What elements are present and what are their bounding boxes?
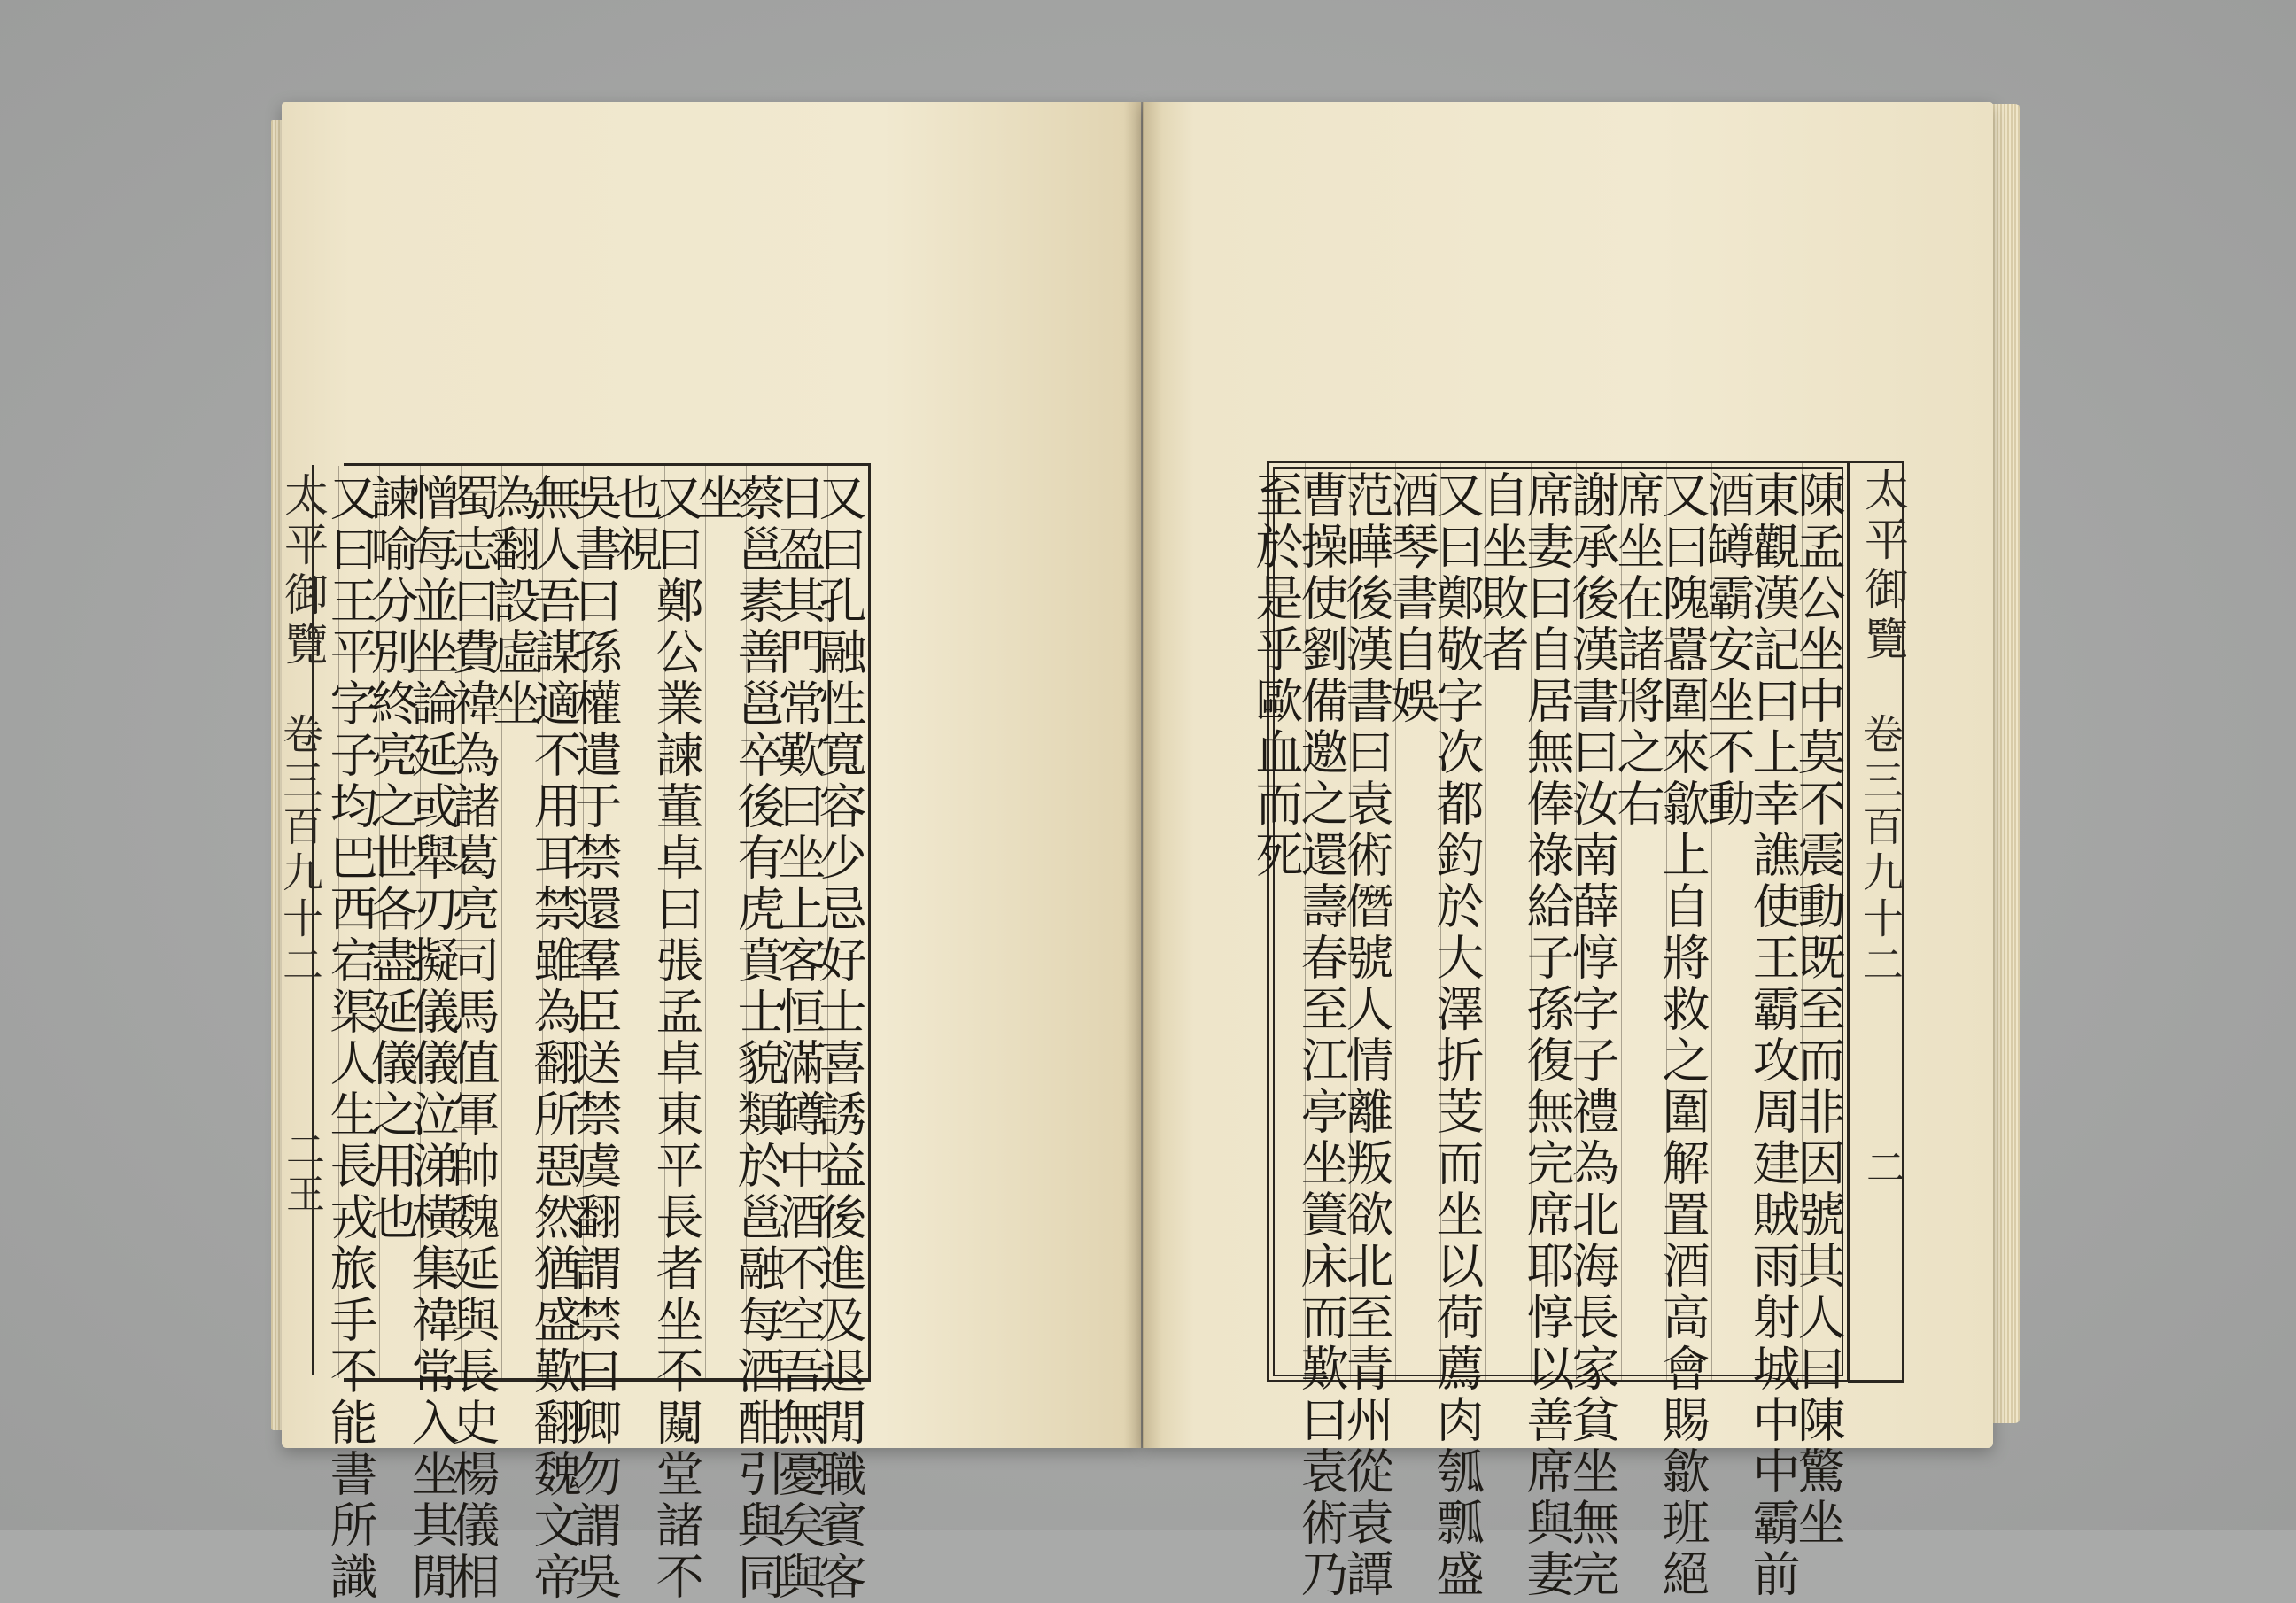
text-column: 范曄後漢書曰袁術僭號人情離叛欲北至青州從袁譚 bbox=[1350, 463, 1395, 1380]
text-column: 諫喻分別終亮之世各盡延儀之用也 bbox=[379, 466, 420, 1378]
text-column: 東觀漢記曰上幸譙使王霸攻周建賊雨射城中中霸前 bbox=[1757, 463, 1802, 1380]
right-text-columns bbox=[1248, 463, 1847, 1600]
right-margin-folio: 二 bbox=[1859, 1147, 1904, 1191]
text-column: 至於是乎歐血而死 bbox=[1260, 463, 1305, 1380]
text-column: 酒琴書自娛 bbox=[1395, 463, 1440, 1380]
text-column: 酒罇霸安坐不動 bbox=[1711, 463, 1757, 1380]
text-column: 席妻曰自居無俸祿給子孫復無完席耶惇以善席與妻 bbox=[1531, 463, 1576, 1380]
text-column: 又曰鄭敬字次都釣於大澤折芰而坐以荷薦肉瓠瓢盛 bbox=[1440, 463, 1485, 1380]
open-book bbox=[276, 84, 2018, 1603]
text-column: 曹操使劉備邀之還壽春至江亭坐簀床而歎曰袁術乃 bbox=[1305, 463, 1350, 1380]
text-column: 又曰王平字子均巴西宕渠人生長戎旅手不能書所識 bbox=[338, 466, 379, 1378]
text-column: 又曰隗囂圍來歙上自將救之圍解置酒高會賜歙班絕 bbox=[1666, 463, 1711, 1380]
text-column: 蔡邕素善邕卒後有虎賁士貌類於邕融每酒酣引與同 bbox=[746, 466, 787, 1378]
left-text-columns bbox=[322, 466, 868, 1603]
right-text-frame bbox=[1248, 461, 1850, 1600]
text-column: 又曰鄭公業諫董卓曰張孟卓東平長者坐不闚堂諸不 bbox=[664, 466, 705, 1378]
right-page bbox=[1143, 102, 1993, 1600]
text-column: 席坐在諸將之右 bbox=[1621, 463, 1666, 1380]
right-margin-title: 太平御覽 bbox=[1858, 467, 1909, 665]
left-text-frame bbox=[322, 463, 871, 1603]
left-margin-volume: 卷三百九十二 bbox=[276, 713, 324, 989]
page-stack-right bbox=[1990, 104, 2020, 1423]
text-column: 無人吾謀適不用耳禁雖為翻所惡然猶盛歎翻魏文帝 bbox=[542, 466, 583, 1378]
left-page bbox=[276, 102, 1141, 1603]
text-column: 又曰孔融性寬容少忌好士喜誘益後進及退閒職賓客 bbox=[827, 466, 868, 1378]
text-column: 憎每並坐論延或舉刃擬儀儀泣涕橫集禕常入坐其閒 bbox=[420, 466, 461, 1378]
text-column: 陳孟公坐中莫不震動既至而非因號其人曰陳驚坐 bbox=[1802, 463, 1847, 1380]
text-column: 謝承後漢書曰汝南薛惇字子禮為北海長家貧坐無完 bbox=[1576, 463, 1621, 1380]
text-column: 蜀志曰費禕為諸葛亮司馬值軍帥魏延與長史楊儀相 bbox=[461, 466, 501, 1378]
text-column: 日盈其門常歎曰坐上客恒滿罇中酒不空吾無憂矣與 bbox=[787, 466, 827, 1378]
left-margin-title: 太平御覽 bbox=[277, 472, 329, 670]
text-column: 為翻設虛坐 bbox=[501, 466, 542, 1378]
text-column: 坐 bbox=[705, 466, 746, 1378]
text-column: 吳書曰孫權遣于禁還羣臣送禁虞翻謂禁曰卿勿謂吳 bbox=[583, 466, 624, 1378]
right-margin-volume: 卷三百九十二 bbox=[1857, 713, 1904, 989]
left-margin-folio: 二王 bbox=[279, 1129, 324, 1218]
text-column: 也視 bbox=[624, 466, 664, 1378]
text-column: 自坐敗者 bbox=[1485, 463, 1531, 1380]
